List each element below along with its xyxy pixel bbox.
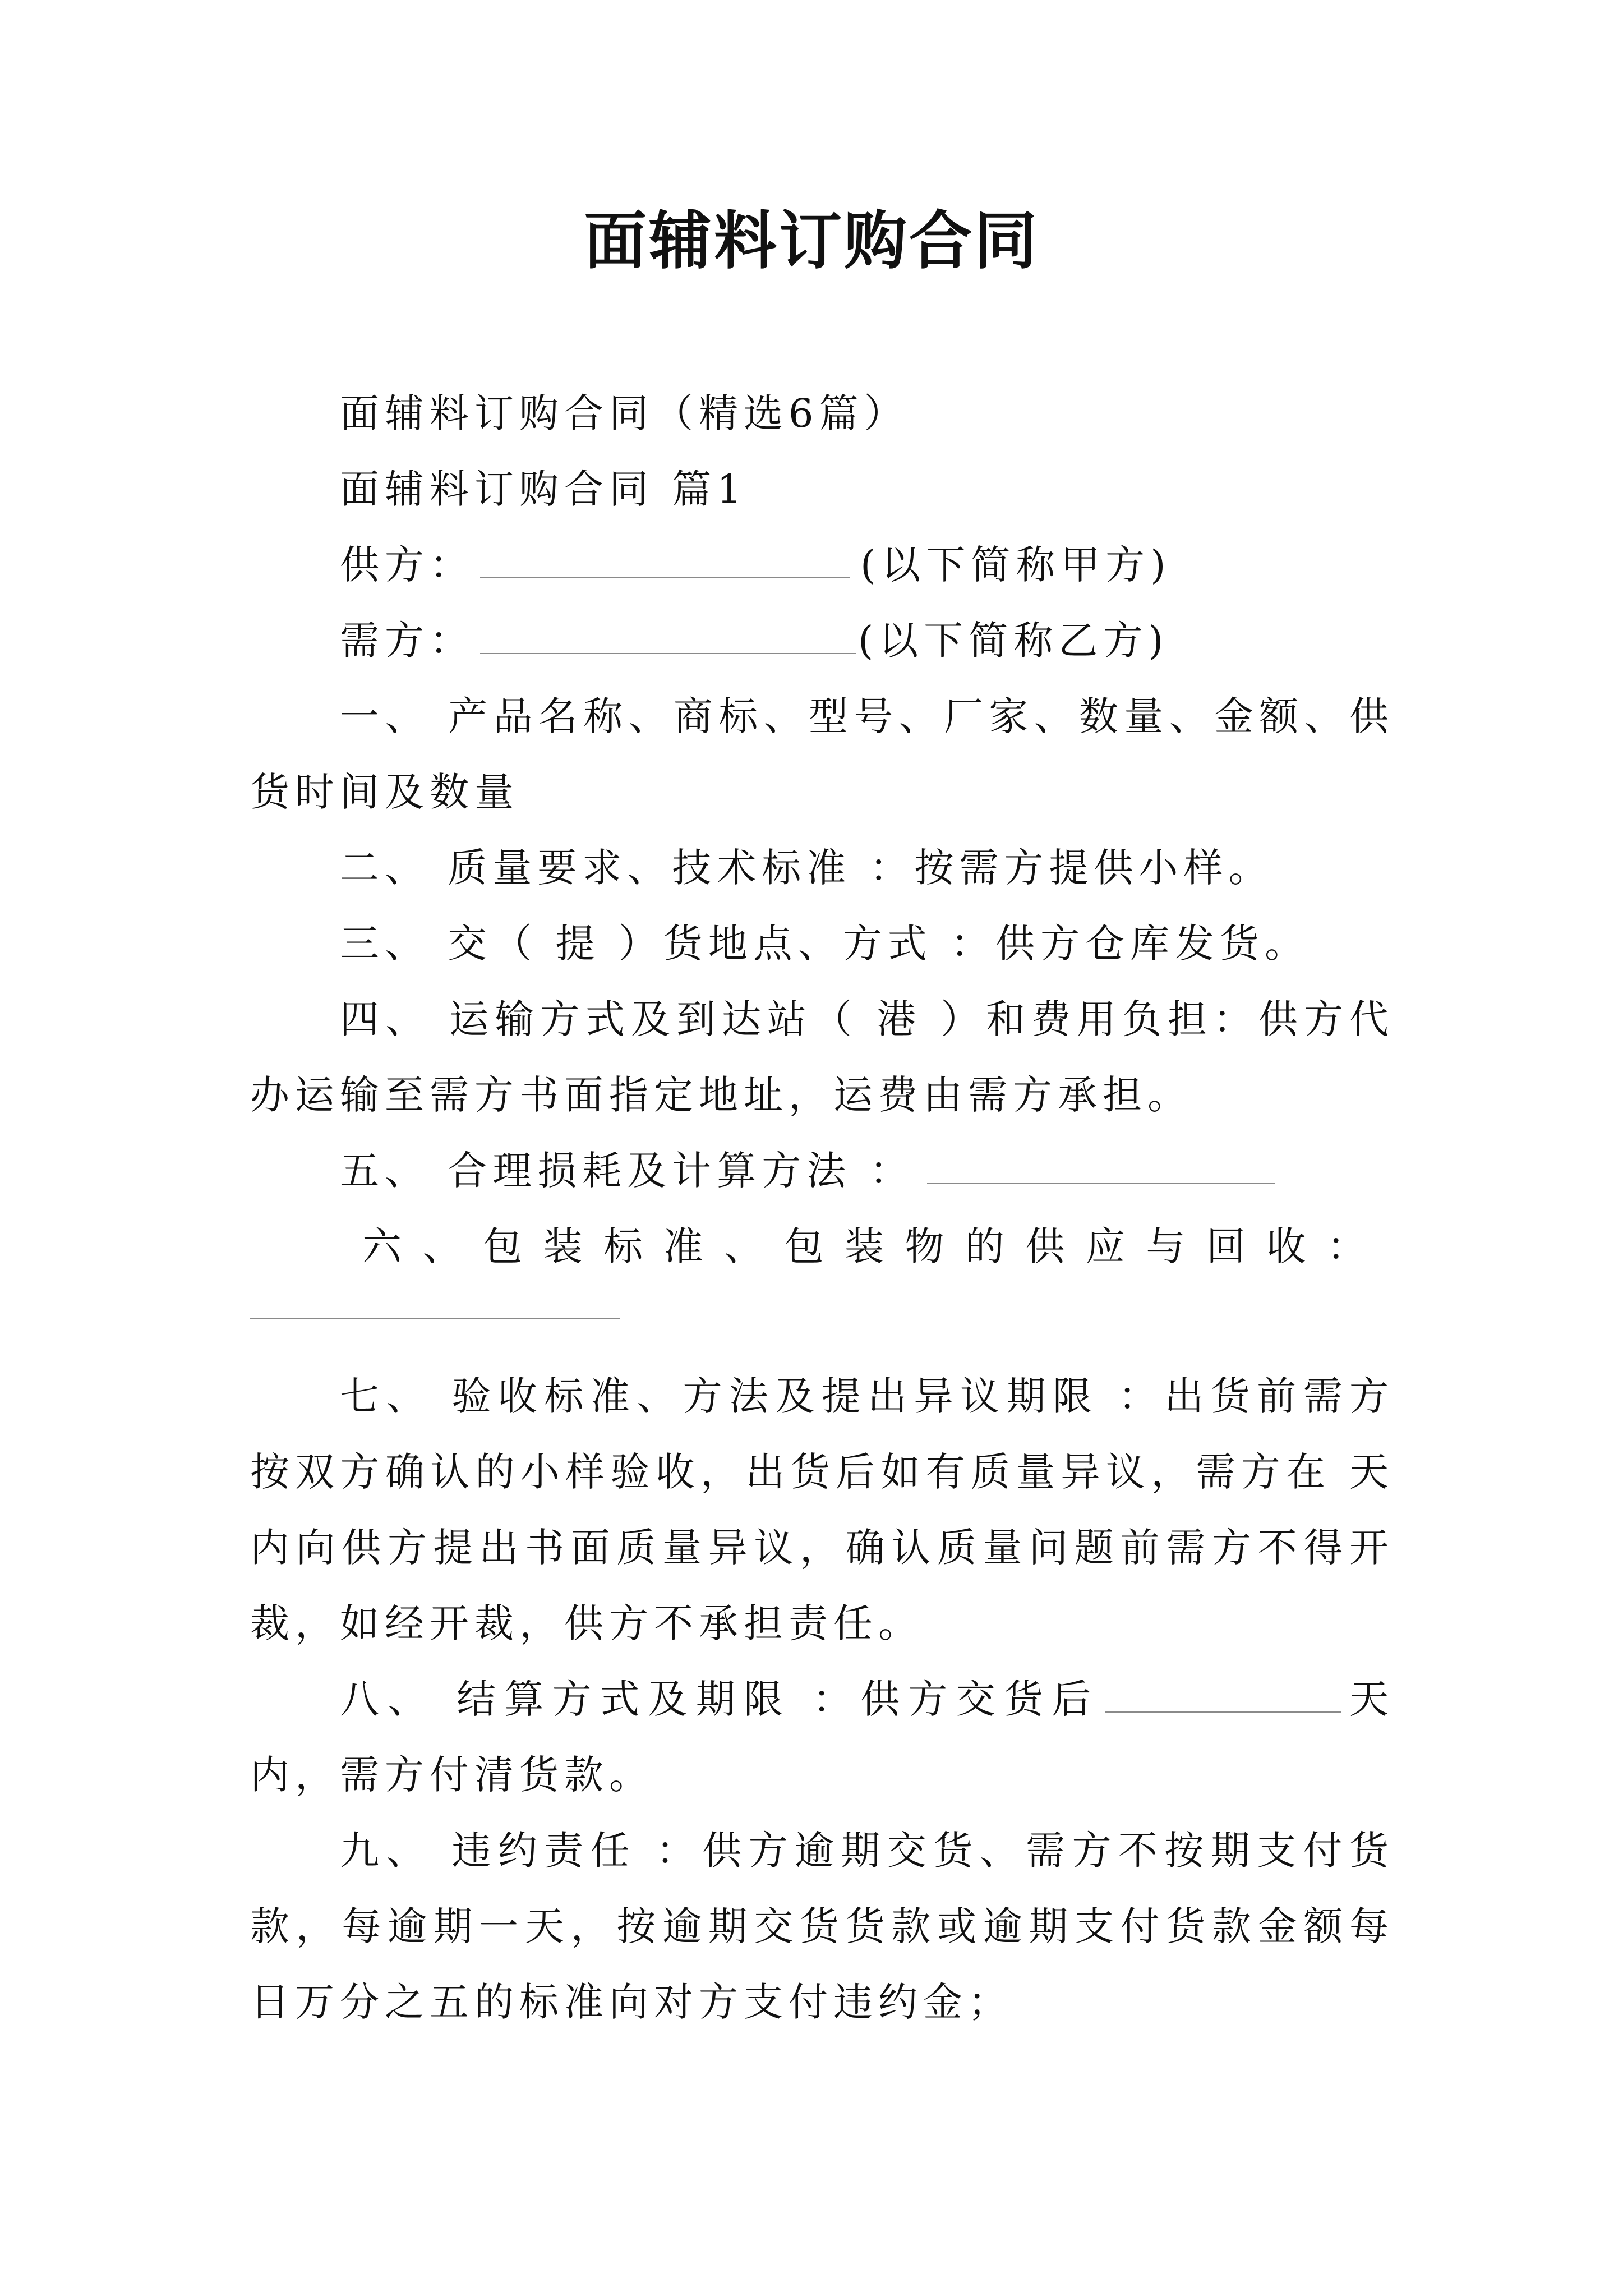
clause-6-char: 回 bbox=[1206, 1223, 1251, 1269]
clause-5 bbox=[250, 1133, 1394, 1209]
section-heading: 面辅料订购合同 篇1 bbox=[340, 466, 748, 512]
clause-8-suffix: 天内，需方付清货款。 bbox=[250, 1676, 1394, 1798]
clause-7: 七、 验收标准、方法及提出异议期限 ：出货前需方按双方确认的小样验收，出货后如有质量异议，需方在 天内向供方提出书面质量异议，确认质量问题前需方不得开裁，如经开裁，供方不承担责任。 bbox=[250, 1373, 1394, 1646]
supplier-blank bbox=[480, 542, 850, 578]
clause-6-char: 应 bbox=[1086, 1223, 1131, 1269]
clause-2: 二、 质量要求、技术标准 ：按需方提供小样。 bbox=[340, 845, 1274, 891]
clause-3: 三、 交（ 提 ）货地点、方式 ：供方仓库发货。 bbox=[340, 921, 1310, 967]
clause-5-blank bbox=[927, 1148, 1275, 1184]
clause-6-char: 装 bbox=[845, 1223, 889, 1269]
clause-6-char: 收 bbox=[1266, 1223, 1312, 1269]
clause-6-char: 六 bbox=[362, 1223, 407, 1269]
clause-6-char: 供 bbox=[1025, 1223, 1071, 1269]
clause-8-prefix: 八、 结算方式及期限 ：供方交货后 bbox=[340, 1676, 1100, 1722]
buyer-suffix: (以下简称乙方) bbox=[858, 618, 1169, 664]
clause-9: 九、 违约责任 ：供方逾期交货、需方不按期支付货款，每逾期一天，按逾期交货货款或逾期支付货款金额每日万分之五的标准向对方支付违约金； bbox=[250, 1828, 1394, 2025]
clause-6-char: 装 bbox=[543, 1223, 588, 1269]
clause-6 bbox=[250, 1209, 1394, 1285]
clause-6-char: 的 bbox=[965, 1223, 1010, 1269]
clause-6-char: 、 bbox=[422, 1223, 468, 1269]
clause-6-char: 准 bbox=[663, 1223, 709, 1269]
supplier-suffix: (以下简称甲方) bbox=[860, 542, 1172, 588]
clause-6-char: 标 bbox=[603, 1223, 648, 1269]
clause-6-char: 包 bbox=[483, 1223, 528, 1269]
clause-6-char: ： bbox=[1327, 1223, 1372, 1269]
clause-6-char: 、 bbox=[724, 1223, 769, 1269]
clause-1: 一、 产品名称、商标、型号、厂家、数量、金额、供货时间及数量 bbox=[250, 693, 1394, 815]
clause-5-text: 五、 合理损耗及计算方法 ： bbox=[340, 1148, 915, 1194]
supplier-label: 供方： bbox=[340, 542, 474, 588]
supplier-line bbox=[250, 527, 1394, 603]
document-title: 面辅料订购合同 bbox=[584, 205, 1039, 278]
clause-8-blank bbox=[1105, 1677, 1341, 1713]
buyer-label: 需方： bbox=[340, 618, 474, 664]
clause-6-char: 物 bbox=[905, 1223, 950, 1269]
clause-8 bbox=[250, 1662, 1394, 1813]
subtitle: 面辅料订购合同（精选6篇） bbox=[340, 390, 909, 436]
buyer-line bbox=[250, 603, 1394, 679]
document-body bbox=[250, 376, 1394, 2040]
clause-4: 四、 运输方式及到达站（ 港 ）和费用负担：供方代办运输至需方书面指定地址，运费由需方承担。 bbox=[250, 996, 1394, 1118]
clause-6-char: 包 bbox=[784, 1223, 829, 1269]
buyer-blank bbox=[480, 618, 856, 654]
clause-6-blank bbox=[250, 1285, 620, 1319]
clause-6-char: 与 bbox=[1146, 1223, 1191, 1269]
